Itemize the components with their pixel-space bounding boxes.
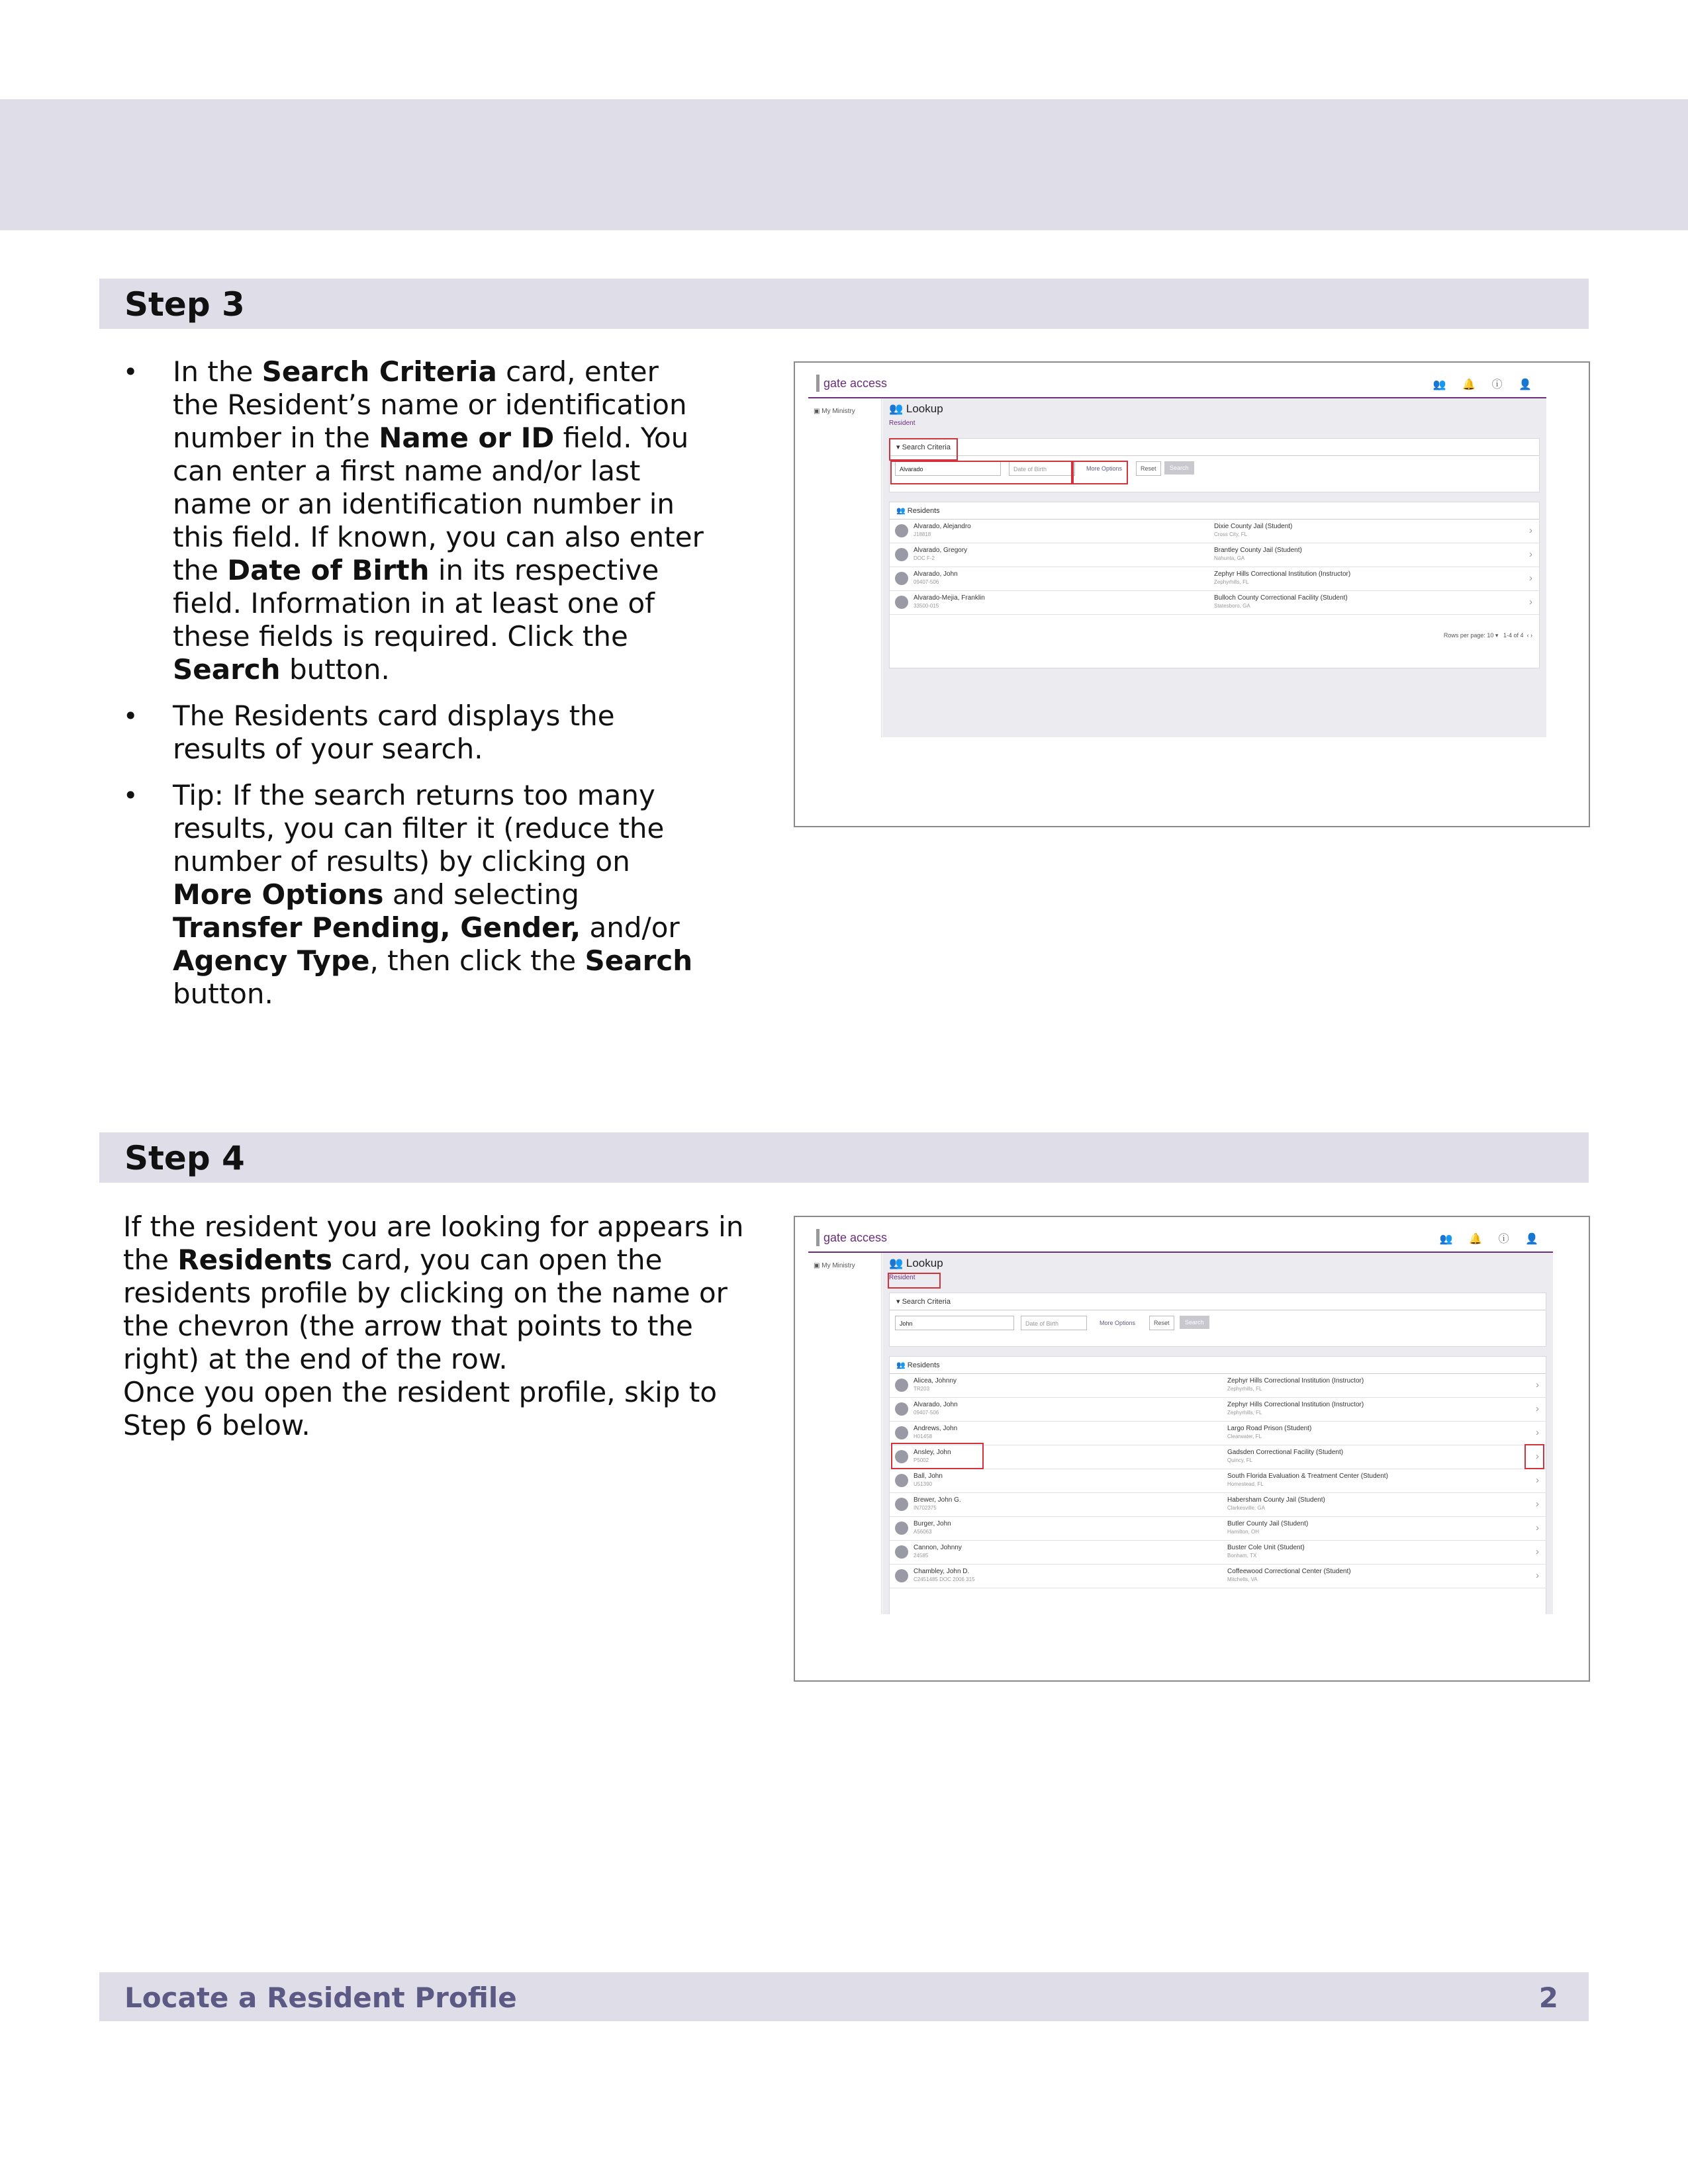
- resident-name[interactable]: Ball, John: [914, 1473, 943, 1480]
- residents-card: [889, 502, 1540, 668]
- chevron-right-icon[interactable]: ›: [1529, 525, 1532, 536]
- facility: Habersham County Jail (Student): [1227, 1496, 1325, 1504]
- avatar: [895, 1474, 908, 1487]
- facility: Zephyr Hills Correctional Institution (Instructor): [1214, 570, 1351, 578]
- chevron-down-icon: ▾: [896, 443, 902, 451]
- facility: Zephyr Hills Correctional Institution (Instructor): [1227, 1401, 1364, 1408]
- step4-paragraph: If the resident you are looking for appears in the Residents card, you can open the residents profile by clicking on the name or the chevron (the arrow that points to the right) at the end of the row. Once you open the resident profile, skip to Step 6 below.: [123, 1210, 744, 1441]
- facility-city: Nahunta, GA: [1214, 555, 1245, 561]
- resident-name[interactable]: Alvarado, Gregory: [914, 547, 968, 554]
- chevron-right-icon[interactable]: ›: [1536, 1498, 1539, 1510]
- building-icon: ▣: [814, 1262, 822, 1269]
- avatar: [895, 1402, 908, 1416]
- facility: Bulloch County Correctional Facility (Student): [1214, 594, 1348, 602]
- name-or-id-input[interactable]: Alvarado: [895, 461, 1001, 476]
- step3-instructions: [123, 355, 706, 1024]
- highlight-search-criteria: [889, 438, 958, 461]
- facility-city: Zephyrhills, FL: [1214, 579, 1249, 585]
- footer-title: Locate a Resident Profile: [124, 1981, 517, 2014]
- table-row[interactable]: [890, 1374, 1546, 1398]
- sidebar-item-my-ministry[interactable]: ▣ My Ministry: [814, 408, 855, 415]
- avatar: [895, 1426, 908, 1439]
- more-options-button[interactable]: More Options: [1082, 461, 1127, 476]
- step4-heading-bar: [99, 1132, 1589, 1183]
- facility-city: Zephyrhills, FL: [1227, 1386, 1262, 1392]
- highlight-resident-tab: [888, 1273, 941, 1289]
- avatar: [895, 548, 908, 561]
- rows-per-page-select[interactable]: 10: [1487, 632, 1494, 639]
- resident-name[interactable]: Andrews, John: [914, 1425, 958, 1432]
- reset-button[interactable]: Reset: [1149, 1316, 1174, 1330]
- facility: Zephyr Hills Correctional Institution (Instructor): [1227, 1377, 1364, 1385]
- facility: South Florida Evaluation & Treatment Center (Student): [1227, 1473, 1388, 1480]
- residents-title: 👥 Residents: [890, 502, 1539, 520]
- sidebar: [808, 1253, 882, 1614]
- pagination: Rows per page: 10 ▾ 1-4 of 4 ‹ ›: [1443, 632, 1532, 639]
- reset-button[interactable]: Reset: [1136, 461, 1161, 476]
- chevron-right-icon[interactable]: ›: [1536, 1451, 1539, 1462]
- table-row[interactable]: [890, 1493, 1546, 1517]
- search-criteria-title[interactable]: ▾ Search Criteria: [890, 439, 1539, 456]
- step3-bullet-2: • The Residents card displays the results of your search.: [123, 700, 706, 766]
- page-footer: [99, 1972, 1589, 2021]
- resident-name[interactable]: Alvarado-Mejia, Franklin: [914, 594, 985, 602]
- page-title: 👥 Lookup: [889, 402, 943, 415]
- resident-name[interactable]: Cannon, Johnny: [914, 1544, 962, 1551]
- people-icon: 👥: [896, 1361, 908, 1369]
- resident-id: 33500-015: [914, 603, 939, 609]
- prev-page-icon[interactable]: ‹: [1526, 632, 1529, 639]
- residents-title: 👥 Residents: [890, 1357, 1546, 1374]
- facility: Largo Road Prison (Student): [1227, 1425, 1312, 1432]
- tab-resident[interactable]: Resident: [889, 420, 915, 427]
- name-or-id-input[interactable]: John: [895, 1316, 1014, 1330]
- chevron-right-icon[interactable]: ›: [1536, 1427, 1539, 1438]
- avatar: [895, 1498, 908, 1511]
- step3-heading: Step 3: [124, 285, 245, 324]
- resident-name[interactable]: Alvarado, Alejandro: [914, 523, 971, 530]
- residents-card: [889, 1356, 1546, 1614]
- facility-city: Hamilton, OH: [1227, 1529, 1260, 1535]
- table-row[interactable]: [890, 1517, 1546, 1541]
- chevron-right-icon[interactable]: ›: [1529, 572, 1532, 584]
- search-button[interactable]: Search: [1164, 461, 1194, 475]
- brand-logo: gate access: [816, 1229, 887, 1246]
- resident-name[interactable]: Alicea, Johnny: [914, 1377, 957, 1385]
- table-row[interactable]: [890, 1445, 1546, 1469]
- search-criteria-title[interactable]: ▾ Search Criteria: [890, 1293, 1546, 1310]
- resident-name[interactable]: Brewer, John G.: [914, 1496, 961, 1504]
- sidebar-item-my-ministry[interactable]: ▣ My Ministry: [814, 1262, 855, 1269]
- resident-id: P5002: [914, 1457, 929, 1463]
- avatar: [895, 572, 908, 585]
- next-page-icon[interactable]: ›: [1530, 632, 1532, 639]
- avatar: [895, 524, 908, 537]
- chevron-right-icon[interactable]: ›: [1536, 1379, 1539, 1390]
- avatar: [895, 1379, 908, 1392]
- header-icons[interactable]: 👥 🔔 ⓘ 👤: [1439, 1234, 1545, 1245]
- app-header: [808, 1224, 1553, 1253]
- step4-heading: Step 4: [124, 1139, 245, 1177]
- facility-city: Zephyrhills, FL: [1227, 1410, 1262, 1416]
- more-options-button[interactable]: More Options: [1095, 1316, 1140, 1330]
- chevron-right-icon[interactable]: ›: [1529, 549, 1532, 560]
- avatar: [895, 1522, 908, 1535]
- table-row[interactable]: [890, 567, 1539, 591]
- resident-id: TR203: [914, 1386, 930, 1392]
- facility-city: Bonham, TX: [1227, 1553, 1257, 1559]
- screenshot-step3: [794, 361, 1590, 827]
- facility-city: Mitchells, VA: [1227, 1576, 1258, 1582]
- table-row[interactable]: [890, 1422, 1546, 1445]
- app-window: [808, 369, 1546, 737]
- resident-id: C2451485 DOC 2006 315: [914, 1576, 975, 1582]
- table-row[interactable]: [890, 1541, 1546, 1565]
- chevron-right-icon[interactable]: ›: [1536, 1546, 1539, 1557]
- facility: Coffeewood Correctional Center (Student): [1227, 1568, 1351, 1575]
- tab-resident[interactable]: Resident: [889, 1274, 915, 1281]
- facility-city: Homestead, FL: [1227, 1481, 1264, 1487]
- chevron-right-icon[interactable]: ›: [1536, 1570, 1539, 1581]
- step3-heading-bar: [99, 279, 1589, 329]
- facility-city: Quincy, FL: [1227, 1457, 1253, 1463]
- resident-id: IN702375: [914, 1505, 937, 1511]
- table-row[interactable]: [890, 543, 1539, 567]
- people-icon: 👥: [896, 507, 908, 515]
- step3-bullet-1: • In the Search Criteria card, enter the Resident’s name or identification number in the Name or ID field. You can enter a first name and/or last name or an identification number in this field. If known, you can also enter the Date of Birth in its respective field. Information in at least one of these fields is required. Click the Search button.: [123, 355, 706, 686]
- chevron-down-icon: ▾: [896, 1298, 902, 1306]
- page-number: 2: [1538, 1981, 1558, 2014]
- facility: Brantley County Jail (Student): [1214, 547, 1302, 554]
- facility-city: Statesboro, GA: [1214, 603, 1250, 609]
- people-icon: 👥: [889, 1257, 906, 1269]
- resident-name[interactable]: Chambley, John D.: [914, 1568, 970, 1575]
- app-window: [808, 1224, 1553, 1614]
- resident-name[interactable]: Ansley, John: [914, 1449, 951, 1456]
- search-criteria-card: [889, 1293, 1546, 1347]
- resident-id: 09407-506: [914, 1410, 939, 1416]
- facility: Dixie County Jail (Student): [1214, 523, 1293, 530]
- screenshot-step4: [794, 1216, 1590, 1682]
- avatar: [895, 1545, 908, 1559]
- main-content: [882, 1253, 1553, 1614]
- brand-logo: gate access: [816, 375, 887, 392]
- facility-city: Cross City, FL: [1214, 531, 1248, 537]
- date-of-birth-input[interactable]: Date of Birth: [1009, 461, 1075, 476]
- chevron-right-icon[interactable]: ›: [1529, 596, 1532, 608]
- app-header: [808, 369, 1546, 398]
- table-row[interactable]: [890, 1565, 1546, 1588]
- resident-id: U51390: [914, 1481, 933, 1487]
- avatar: [895, 1569, 908, 1582]
- facility: Buster Cole Unit (Student): [1227, 1544, 1305, 1551]
- facility-city: Clearwater, FL: [1227, 1433, 1262, 1439]
- page-title: 👥 Lookup: [889, 1257, 943, 1269]
- facility: Butler County Jail (Student): [1227, 1520, 1309, 1527]
- highlight-more-options: [1072, 461, 1128, 484]
- chevron-right-icon[interactable]: ›: [1536, 1403, 1539, 1414]
- header-icons[interactable]: 👥 🔔 ⓘ 👤: [1432, 379, 1538, 390]
- table-row[interactable]: [890, 520, 1539, 543]
- highlight-resident-name: [891, 1443, 984, 1469]
- sidebar: [808, 398, 882, 737]
- avatar: [895, 596, 908, 609]
- date-of-birth-input[interactable]: Date of Birth: [1021, 1316, 1087, 1330]
- highlight-chevron: [1524, 1444, 1544, 1469]
- resident-id: DOC F-2: [914, 555, 935, 561]
- chevron-right-icon[interactable]: ›: [1536, 1475, 1539, 1486]
- step3-bullet-3: • Tip: If the search returns too many results, you can filter it (reduce the number of results) by clicking on More Options and selecting Transfer Pending, Gender, and/or Agency Type, then click the Search button.: [123, 779, 706, 1011]
- chevron-right-icon[interactable]: ›: [1536, 1522, 1539, 1533]
- search-button[interactable]: Search: [1180, 1316, 1209, 1329]
- top-band: [0, 99, 1688, 230]
- resident-name[interactable]: Alvarado, John: [914, 570, 958, 578]
- resident-name[interactable]: Alvarado, John: [914, 1401, 958, 1408]
- building-icon: ▣: [814, 408, 822, 415]
- resident-id: H01458: [914, 1433, 933, 1439]
- people-icon: 👥: [889, 402, 906, 415]
- table-row[interactable]: [890, 1398, 1546, 1422]
- resident-id: 09407-506: [914, 579, 939, 585]
- resident-name[interactable]: Burger, John: [914, 1520, 951, 1527]
- facility-city: Clarkesville, GA: [1227, 1505, 1265, 1511]
- facility: Gadsden Correctional Facility (Student): [1227, 1449, 1344, 1456]
- table-row[interactable]: [890, 1469, 1546, 1493]
- resident-id: 24585: [914, 1553, 929, 1559]
- resident-id: A56063: [914, 1529, 932, 1535]
- resident-id: J18818: [914, 531, 931, 537]
- main-content: [882, 398, 1546, 737]
- table-row[interactable]: [890, 591, 1539, 615]
- highlight-name-field: [890, 461, 1072, 484]
